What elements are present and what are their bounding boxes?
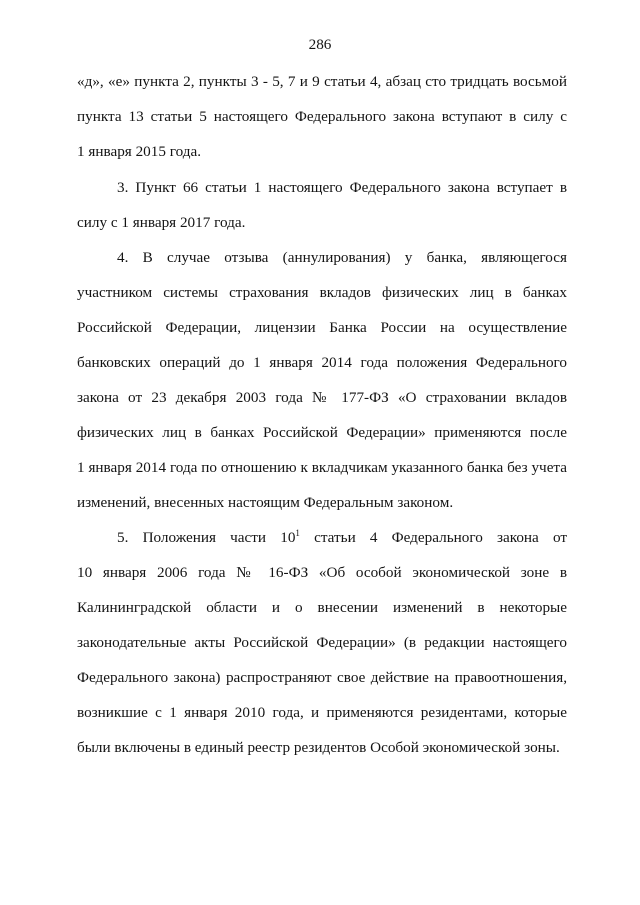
text-line: 10 января 2006 года № 16-ФЗ «Об особой экономической зоне в <box>77 564 567 581</box>
text-line: физических лиц в банках Российской Федерации» применяются после <box>77 424 567 441</box>
text-line: были включены в единый реестр резидентов Особой экономической зоны. <box>77 739 560 756</box>
text-line: 3. Пункт 66 статьи 1 настоящего Федерального закона вступает в <box>117 179 567 196</box>
text-line: изменений, внесенных настоящим Федеральным законом. <box>77 494 454 511</box>
text-line: силу с 1 января 2017 года. <box>77 214 246 231</box>
text-line <box>117 528 567 548</box>
text-segment: 5. Положения части 10 <box>117 529 296 546</box>
text-line: пункта 13 статьи 5 настоящего Федерального закона вступают в силу с <box>77 108 567 125</box>
text-line: участником системы страхования вкладов физических лиц в банках <box>77 284 567 301</box>
text-line: возникшие с 1 января 2010 года, и применяются резидентами, которые <box>77 704 567 721</box>
text-line: «д», «е» пункта 2, пункты 3 - 5, 7 и 9 статьи 4, абзац сто тридцать восьмой <box>77 73 567 90</box>
text-line: Российской Федерации, лицензии Банка России на осуществление <box>77 319 567 336</box>
text-segment: статьи 4 Федерального закона от <box>299 529 567 546</box>
text-line: 1 января 2015 года. <box>77 143 202 160</box>
text-line: Калининградской области и о внесении изменений в некоторые <box>77 599 567 616</box>
text-line: банковских операций до 1 января 2014 года положения Федерального <box>77 354 567 371</box>
text-line: 1 января 2014 года по отношению к вкладчикам указанного банка без учета <box>77 459 567 476</box>
text-line: Федерального закона) распространяют свое действие на правоотношения, <box>77 669 567 686</box>
text-line: закона от 23 декабря 2003 года № 177-ФЗ «О страховании вкладов <box>77 389 567 406</box>
superscript: 1 <box>295 528 300 538</box>
text-line: законодательные акты Российской Федерации» (в редакции настоящего <box>77 634 567 651</box>
text-line: 4. В случае отзыва (аннулирования) у банка, являющегося <box>117 249 567 266</box>
page-number: 286 <box>308 36 332 53</box>
